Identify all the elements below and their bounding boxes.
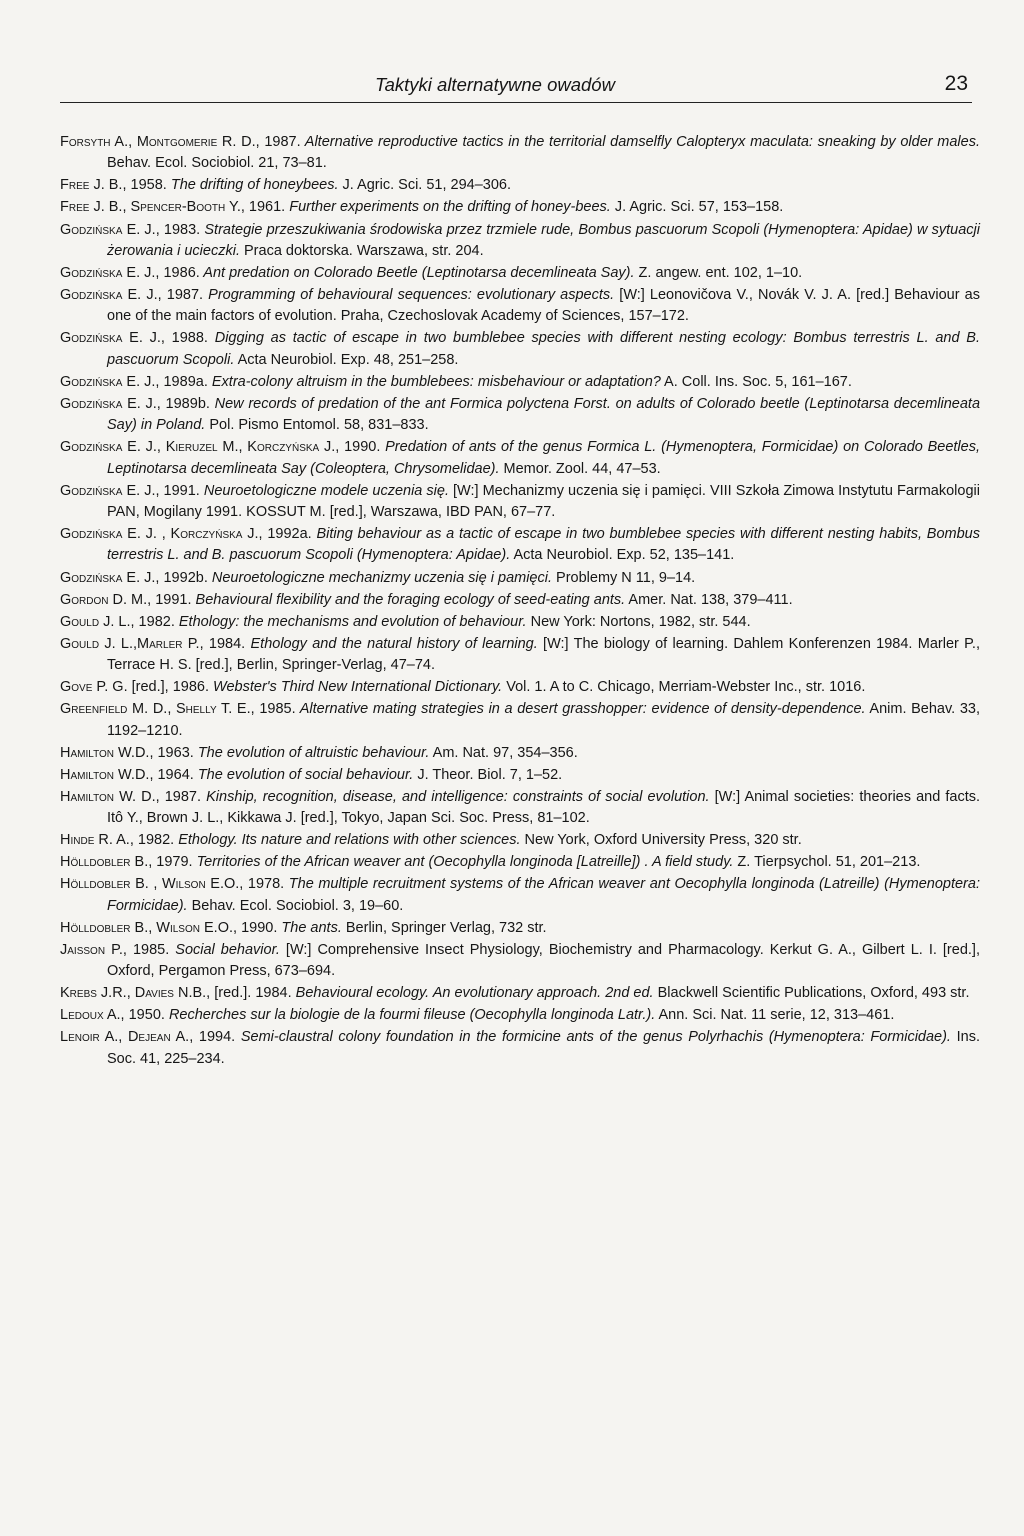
reference-entry	[60, 175, 980, 196]
reference-entry	[60, 852, 980, 873]
reference-details: Praca doktorska. Warszawa, str. 204.	[239, 242, 484, 259]
reference-authors: Hamilton W.D.,	[60, 744, 154, 761]
reference-details: Pol. Pismo Entomol. 58, 831–833.	[205, 417, 429, 434]
reference-details: Acta Neurobiol. Exp. 48, 251–258.	[234, 351, 459, 368]
reference-year: 1961.	[244, 199, 286, 216]
reference-title: The ants.	[277, 919, 342, 936]
reference-year: 1963.	[153, 744, 194, 761]
reference-authors: Gove P. G.	[60, 679, 128, 696]
reference-year: 1990.	[237, 919, 278, 936]
reference-entry	[60, 437, 980, 480]
reference-entry	[60, 612, 980, 633]
reference-authors: Krebs J.R., Davies N.B.,	[60, 985, 211, 1002]
reference-entry	[60, 328, 980, 371]
reference-details: [W:] Leonovičova V., Novák V. J. A. [red.] Behaviour as one of the main factors of evolution. Praha, Czechoslovak Academy of Sciences, 157–172.	[107, 287, 980, 325]
reference-title: Semi-claustral colony foundation in the formicine ants of the genus Polyrhachis (Hymenoptera: Formicidae).	[235, 1029, 951, 1046]
reference-entry	[60, 983, 980, 1004]
reference-title: Recherches sur la biologie de la fourmi fileuse (Oecophylla longinoda Latr.).	[164, 1007, 656, 1024]
reference-details: Am. Nat. 97, 354–356.	[429, 744, 578, 761]
reference-year: 1983.	[159, 221, 201, 238]
reference-authors: Godzińska E. J.,	[60, 482, 160, 499]
reference-year: 1985.	[126, 941, 170, 958]
reference-authors: Hölldobler B. , Wilson E.O.,	[60, 876, 244, 893]
reference-details: Vol. 1. A to C. Chicago, Merriam-Webster Inc., str. 1016.	[502, 679, 866, 696]
reference-details: Problemy N 11, 9–14.	[552, 569, 696, 586]
reference-details: Blackwell Scientific Publications, Oxford, 493 str.	[653, 985, 970, 1002]
reference-authors: Godzińska E. J.,	[60, 287, 162, 304]
reference-list	[60, 132, 980, 1071]
reference-title: The drifting of honeybees.	[166, 177, 339, 194]
reference-entry	[60, 787, 980, 830]
reference-title: Ethology and the natural history of learning.	[245, 635, 538, 652]
reference-entry	[60, 677, 980, 698]
reference-title: The evolution of altruistic behaviour.	[193, 744, 430, 761]
reference-authors: Godzińska E. J.,	[60, 373, 160, 390]
reference-year: 1989a.	[159, 373, 208, 390]
reference-entry	[60, 263, 980, 284]
reference-year: 1985.	[254, 701, 296, 718]
reference-details: J. Agric. Sci. 57, 153–158.	[610, 199, 784, 216]
reference-title: New records of predation of the ant Formica polyctena Forst. on adults of Colorado beetle (Leptinotarsa decemlineata Say) in Poland.	[107, 395, 981, 434]
reference-entry	[60, 634, 980, 677]
page-header	[60, 74, 972, 103]
reference-year: 1991.	[151, 591, 192, 608]
reference-entry	[60, 765, 980, 786]
reference-year: 1982.	[134, 613, 175, 630]
reference-year: 1992a.	[262, 526, 312, 543]
reference-entry	[60, 590, 980, 611]
reference-authors: Gould J. L.,	[60, 613, 135, 630]
running-title: Taktyki alternatywne owadów	[375, 74, 615, 95]
reference-year: 1984.	[203, 635, 246, 652]
reference-title: Strategie przeszukiwania środowiska przez trzmiele rude, Bombus pascuorum Scopoli (Hymenoptera: Apidae) w sytuacji żerowania i ucieczki.	[107, 221, 981, 259]
reference-year: 1992b.	[159, 569, 208, 586]
reference-details: Ins. Soc. 41, 225–234.	[107, 1029, 980, 1067]
reference-year: 1958.	[126, 177, 167, 194]
reference-year: 1988.	[164, 330, 208, 347]
reference-authors: Godzińska E. J.,	[60, 264, 160, 281]
reference-entry	[60, 524, 980, 567]
reference-details: Z. Tierpsychol. 51, 201–213.	[733, 854, 921, 871]
reference-title: Alternative reproductive tactics in the territorial damselfly Calopteryx maculata: sneaking by older males.	[300, 134, 980, 150]
reference-year: 1979.	[152, 854, 193, 871]
reference-details: Memor. Zool. 44, 47–53.	[499, 460, 661, 477]
reference-authors: Forsyth A., Montgomerie R. D.,	[60, 134, 260, 150]
reference-authors: Godzińska E. J.,	[60, 569, 160, 586]
reference-authors: Hinde R. A.,	[60, 832, 134, 849]
reference-title: Further experiments on the drifting of honey-bees.	[285, 199, 611, 216]
reference-title: Social behavior.	[169, 941, 280, 958]
reference-title: The multiple recruitment systems of the African weaver ant Oecophylla longinoda (Latreille) (Hymenoptera: Formicidae).	[107, 876, 980, 914]
reference-entry	[60, 1005, 980, 1026]
reference-details: Acta Neurobiol. Exp. 52, 135–141.	[510, 547, 735, 564]
reference-title: Neuroetologiczne mechanizmy uczenia się i pamięci.	[207, 569, 552, 586]
reference-title: Predation of ants of the genus Formica L. (Hymenoptera, Formicidae) on Colorado Beetles, Leptinotarsa decemlineata Say (Coleoptera, Chrysomelidae).	[107, 439, 980, 477]
reference-entry	[60, 1027, 980, 1070]
reference-entry	[60, 132, 980, 175]
reference-title: Programming of behavioural sequences: evolutionary aspects.	[203, 287, 615, 304]
reference-title: Ethology. Its nature and relations with other sciences.	[174, 832, 521, 849]
reference-year: 1978.	[243, 876, 285, 893]
reference-title: Ant predation on Colorado Beetle (Leptinotarsa decemlineata Say).	[199, 264, 635, 281]
reference-authors: Hölldobler B., Wilson E.O.,	[60, 919, 238, 936]
reference-details: New York, Oxford University Press, 320 str.	[520, 832, 802, 849]
reference-year: 1987.	[159, 788, 202, 805]
reference-year: 1990.	[339, 439, 381, 456]
reference-details: A. Coll. Ins. Soc. 5, 161–167.	[660, 373, 852, 390]
reference-year: 1989b.	[160, 395, 210, 412]
reference-details: Berlin, Springer Verlag, 732 str.	[341, 919, 547, 936]
reference-year: [red.]. 1984.	[210, 985, 292, 1002]
reference-details: [W:] Animal societies: theories and facts. Itô Y., Brown J. L., Kikkawa J. [red.], Tokyo, Japan Sci. Soc. Press, 81–102.	[107, 788, 981, 827]
reference-year: [red.], 1986.	[127, 679, 210, 696]
reference-title: Biting behaviour as a tactic of escape in two bumblebee species with different nesting habits, Bombus terrestris L. and B. pascuorum Scopoli (Hymenoptera: Apidae).	[107, 526, 980, 564]
reference-title: Behavioural ecology. An evolutionary approach. 2nd ed.	[291, 985, 654, 1002]
reference-authors: Hamilton W. D.,	[60, 788, 160, 805]
reference-title: Digging as tactic of escape in two bumblebee species with different nesting ecology: Bombus terrestris L. and B. pascuorum Scopoli.	[107, 330, 980, 368]
reference-year: 1964.	[153, 766, 194, 783]
reference-authors: Free J. B., Spencer-Booth Y.,	[60, 199, 245, 216]
reference-year: 1986.	[159, 264, 200, 281]
reference-entry	[60, 699, 980, 742]
reference-entry	[60, 743, 980, 764]
reference-details: J. Agric. Sci. 51, 294–306.	[338, 177, 512, 194]
reference-entry	[60, 197, 980, 218]
reference-authors: Godzińska E. J. , Korczyńska J.,	[60, 526, 263, 543]
reference-authors: Gould J. L.,Marler P.,	[60, 635, 204, 652]
reference-details: Amer. Nat. 138, 379–411.	[625, 591, 793, 608]
reference-year: 1987.	[161, 287, 204, 304]
reference-authors: Godzińska E. J., Kieruzel M., Korczyńska J.,	[60, 439, 340, 456]
reference-details: [W:] The biology of learning. Dahlem Konferenzen 1984. Marler P., Terrace H. S. [red.], Berlin, Springer-Verlag, 47–74.	[107, 635, 980, 674]
reference-title: Ethology: the mechanisms and evolution of behaviour.	[174, 613, 527, 630]
reference-authors: Godzińska E. J.,	[60, 395, 161, 412]
page-number: 23	[944, 72, 968, 95]
reference-details: J. Theor. Biol. 7, 1–52.	[413, 766, 563, 783]
reference-year: 1994.	[193, 1029, 236, 1046]
reference-entry	[60, 394, 980, 437]
reference-title: Kinship, recognition, disease, and intelligence: constraints of social evolution.	[201, 788, 710, 805]
reference-details: Behav. Ecol. Sociobiol. 21, 73–81.	[107, 155, 327, 172]
reference-entry	[60, 874, 980, 917]
reference-authors: Gordon D. M.,	[60, 591, 152, 608]
reference-title: Neuroetologiczne modele uczenia się.	[199, 482, 449, 499]
reference-entry	[60, 830, 980, 851]
reference-entry	[60, 372, 980, 393]
reference-title: Behavioural flexibility and the foraging ecology of seed-eating ants.	[191, 591, 626, 608]
reference-details: [W:] Mechanizmy uczenia się i pamięci. VIII Szkoła Zimowa Instytutu Farmakologii PAN, Mogilany 1991. KOSSUT M. [red.], Warszawa, IBD PAN, 67–77.	[107, 482, 980, 521]
reference-authors: Hölldobler B.,	[60, 854, 153, 871]
reference-details: Ann. Sci. Nat. 11 serie, 12, 313–461.	[655, 1007, 895, 1024]
reference-entry	[60, 940, 980, 983]
reference-year: 1982.	[133, 832, 175, 849]
reference-entry	[60, 568, 980, 589]
reference-entry	[60, 220, 980, 263]
reference-year: 1991.	[159, 482, 200, 499]
reference-authors: Godzińska E. J.,	[60, 330, 165, 347]
reference-title: Extra-colony altruism in the bumblebees: misbehaviour or adaptation?	[207, 373, 661, 390]
reference-details: New York: Nortons, 1982, str. 544.	[526, 613, 751, 630]
reference-details: [W:] Comprehensive Insect Physiology, Biochemistry and Pharmacology. Kerkut G. A., Gilbert L. I. [red.], Oxford, Pergamon Press, 673–694.	[107, 941, 980, 980]
reference-year: 1987.	[259, 134, 301, 150]
reference-entry	[60, 285, 980, 328]
reference-authors: Hamilton W.D.,	[60, 766, 154, 783]
reference-details: Z. angew. ent. 102, 1–10.	[634, 264, 803, 281]
reference-authors: Lenoir A., Dejean A.,	[60, 1029, 194, 1046]
reference-title: Webster's Third New International Dictionary.	[209, 679, 503, 696]
reference-title: Alternative mating strategies in a desert grasshopper: evidence of density-dependence.	[295, 701, 866, 718]
reference-authors: Free J. B.,	[60, 177, 127, 194]
reference-entry	[60, 481, 980, 524]
reference-title: The evolution of social behaviour.	[193, 766, 414, 783]
reference-details: Behav. Ecol. Sociobiol. 3, 19–60.	[187, 897, 404, 914]
reference-title: Territories of the African weaver ant (Oecophylla longinoda [Latreille]) . A field study.	[192, 854, 734, 871]
reference-details: Anim. Behav. 33, 1192–1210.	[107, 701, 981, 739]
reference-authors: Ledoux A.,	[60, 1007, 125, 1024]
reference-year: 1950.	[124, 1007, 165, 1024]
reference-entry	[60, 918, 980, 939]
reference-authors: Greenfield M. D., Shelly T. E.,	[60, 701, 255, 718]
reference-authors: Godzińska E. J.,	[60, 221, 160, 238]
reference-authors: Jaisson P.,	[60, 941, 127, 958]
